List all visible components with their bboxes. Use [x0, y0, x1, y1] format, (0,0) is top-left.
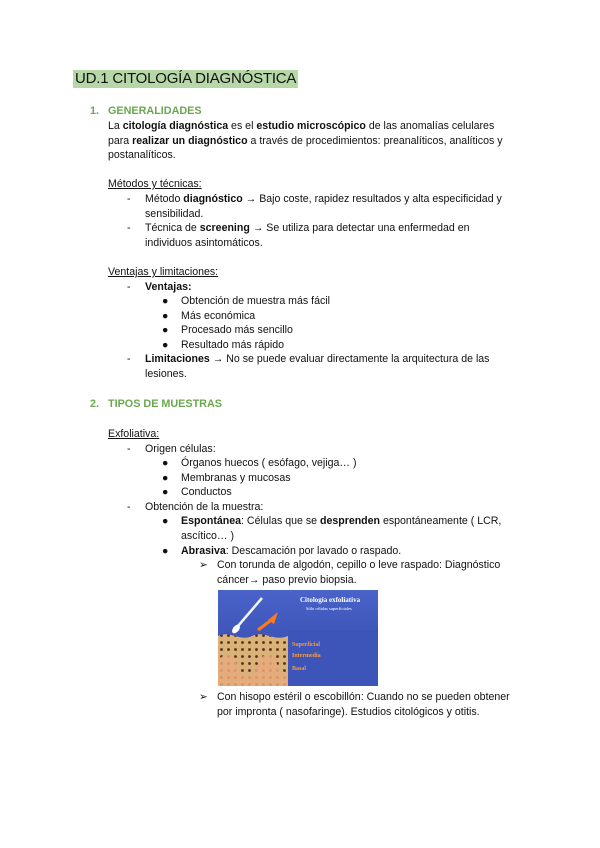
bullet-icon: ● — [162, 515, 169, 527]
list-item: Órganos huecos ( esófago, vejiga… ) — [181, 457, 357, 469]
vl-heading: Ventajas y limitaciones: — [108, 266, 219, 278]
advantages-label: Ventajas: — [145, 281, 192, 293]
list-item: Más económica — [181, 310, 256, 322]
list-item: Resultado más rápido — [181, 339, 285, 351]
dash-bullet: - — [127, 193, 131, 205]
dash-bullet: - — [127, 353, 131, 365]
list-item: Técnica de screening → Se utiliza para detectar una enfermedad en individuos asintomáticos. — [145, 222, 470, 249]
figure-subtitle: Sólo células superficiales — [306, 606, 352, 611]
bullet-icon: ● — [162, 295, 169, 307]
bullet-icon: ● — [162, 457, 169, 469]
layer-label: Superficial — [292, 642, 320, 648]
list-item: Procesado más sencillo — [181, 324, 293, 336]
cytology-illustration — [218, 590, 378, 686]
arrow-bullet-icon: ➢ — [199, 691, 208, 703]
bullet-icon: ● — [162, 310, 169, 322]
dash-bullet: - — [127, 222, 131, 234]
dash-bullet: - — [127, 443, 131, 455]
intro-paragraph: La citología diagnóstica es el estudio microscópico de las anomalías celulares para realizar un diagnóstico a través de procedimientos: preanalíticos, analíticos y postanalíticos. — [108, 120, 503, 161]
figure-title: Citología exfoliativa — [300, 596, 361, 604]
list-item: Con torunda de algodón, cepillo o leve raspado: Diagnóstico cáncer→ paso previo biopsia. — [217, 559, 501, 586]
layer-label: Intermedia — [292, 653, 321, 659]
dash-bullet: - — [127, 501, 131, 513]
list-item: Obtención de la muestra: — [145, 501, 264, 513]
list-item: Conductos — [181, 486, 232, 498]
list-item: Método diagnóstico → Bajo coste, rapidez resultados y alta especificidad y sensibilidad. — [145, 193, 502, 220]
list-item: Con hisopo estéril o escobillón: Cuando no se pueden obtener por impronta ( nasofaringe). Estudios citológicos y otitis. — [217, 691, 510, 718]
list-item: Membranas y mucosas — [181, 472, 291, 484]
bullet-icon: ● — [162, 339, 169, 351]
exfoliativa-heading: Exfoliativa: — [108, 428, 160, 440]
bullet-icon: ● — [162, 486, 169, 498]
section-2-heading — [90, 397, 222, 412]
bullet-icon: ● — [162, 324, 169, 336]
methods-heading: Métodos y técnicas: — [108, 178, 202, 190]
section-title: GENERALIDADES — [108, 105, 202, 117]
bullet-icon: ● — [162, 472, 169, 484]
list-item: Espontánea: Células que se desprenden espontáneamente ( LCR, ascítico… ) — [181, 515, 502, 542]
section-1-heading — [90, 104, 202, 119]
section-number: 2. — [90, 398, 100, 410]
cytology-diagram — [218, 590, 378, 686]
layer-label: Basal — [292, 666, 307, 672]
list-item: Abrasiva: Descamación por lavado o raspado. — [181, 545, 402, 557]
page-title: UD.1 CITOLOGÍA DIAGNÓSTICA — [75, 70, 297, 87]
dash-bullet: - — [127, 281, 131, 293]
list-item: Obtención de muestra más fácil — [181, 295, 330, 307]
arrow-bullet-icon: ➢ — [199, 559, 208, 571]
bullet-icon: ● — [162, 545, 169, 557]
section-title: TIPOS DE MUESTRAS — [108, 398, 222, 410]
list-item: Origen células: — [145, 443, 216, 455]
list-item: Limitaciones → No se puede evaluar directamente la arquitectura de las lesiones. — [145, 353, 490, 380]
section-number: 1. — [90, 105, 100, 117]
